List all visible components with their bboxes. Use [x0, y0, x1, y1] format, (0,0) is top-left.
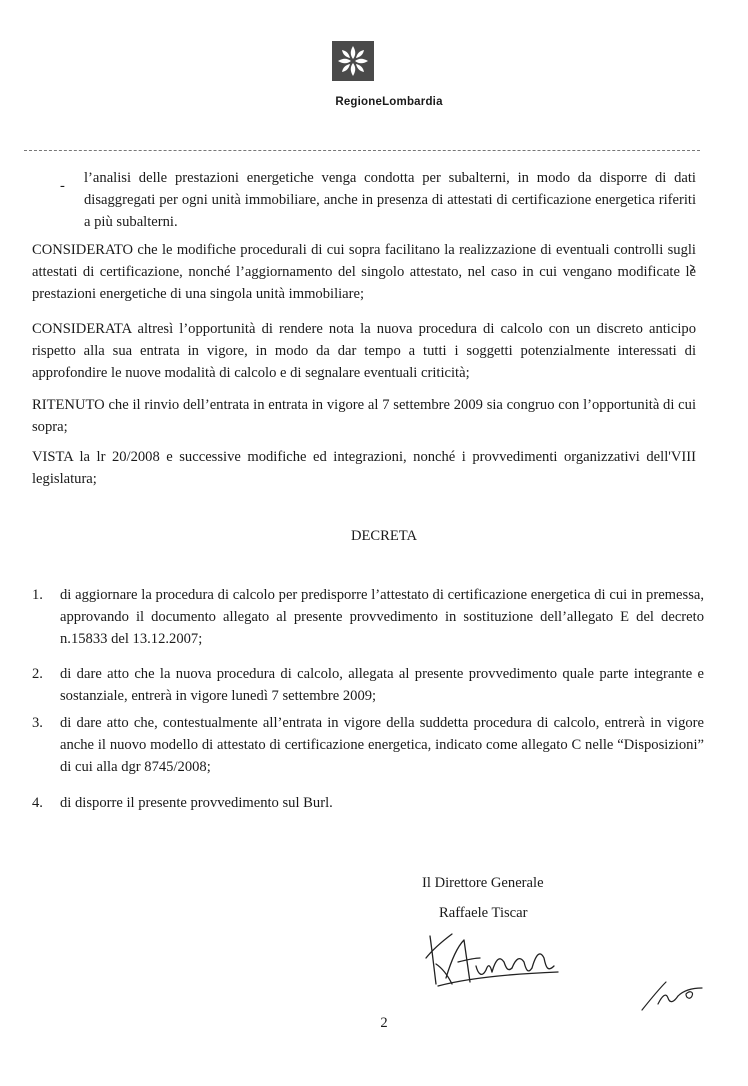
list-item-number: 2.: [32, 666, 43, 682]
list-item-number: 4.: [32, 795, 43, 811]
considerato-paragraph: CONSIDERATO che le modifiche procedurali di cui sopra facilitano la realizzazione di eventuali controlli sugli attestati di certificazione, nonché l’aggiornamento del singolo attestato, nel caso in cui vengano modificate le prestazioni energetiche di una singola unità immobiliare;: [32, 242, 696, 302]
organization-name: RegioneLombardia: [335, 96, 443, 108]
bullet-paragraph: l’analisi delle prestazioni energetiche venga condotta per subalterni, in modo da disporre di dati disaggregati per ogni unità immobiliare, anche in presenza di attestati di certificazione energetica riferiti a più subalterni.: [84, 170, 696, 230]
header-divider: [24, 150, 700, 151]
signatory-name: Raffaele Tiscar: [439, 905, 528, 921]
regione-lombardia-logo-icon: [330, 38, 376, 84]
list-item-text: di dare atto che la nuova procedura di calcolo, allegata al presente provvedimento quale parte integrante e sostanziale, entrerà in vigore lunedì 7 settembre 2009;: [60, 666, 704, 704]
list-item: [32, 584, 704, 650]
vista-paragraph: VISTA la lr 20/2008 e successive modifiche ed integrazioni, nonché i provvedimenti organizzativi dell'VIII legislatura;: [32, 449, 696, 487]
list-item: [32, 663, 704, 707]
decreta-heading: DECRETA: [350, 528, 418, 544]
list-item-text: di disporre il presente provvedimento sul Burl.: [60, 795, 333, 811]
bullet-marker: -: [60, 178, 65, 194]
ritenuto-paragraph: RITENUTO che il rinvio dell’entrata in entrata in vigore al 7 settembre 2009 sia congruo con l’opportunità di cui sopra;: [32, 397, 696, 435]
signatory-title: Il Direttore Generale: [422, 875, 544, 891]
handwritten-initials-icon: [636, 978, 706, 1014]
handwritten-signature-icon: [418, 928, 568, 990]
list-item-number: 1.: [32, 587, 43, 603]
considerata-paragraph: CONSIDERATA altresì l’opportunità di rendere nota la nuova procedura di calcolo con un discreto anticipo rispetto alla sua entrata in vigore, in modo da dar tempo a tutti i soggetti potenzialmente interessati di approfondire le nuove modalità di calcolo e di segnalare eventuali criticità;: [32, 321, 696, 381]
list-item-text: di aggiornare la procedura di calcolo per predisporre l’attestato di certificazione energetica di cui in premessa, approvando il documento allegato al presente provvedimento in sostituzione dell’allegato E del decreto n.15833 del 13.12.2007;: [60, 587, 704, 647]
list-item-text: di dare atto che, contestualmente all’entrata in vigore della suddetta procedura di calcolo, entrerà in vigore anche il nuovo modello di attestato di certificazione energetica, indicato come allegato C nelle “Disposizioni” di cui alla dgr 8745/2008;: [60, 715, 704, 775]
page-number: 2: [380, 1015, 388, 1031]
list-item: [32, 712, 704, 778]
list-item: [32, 792, 704, 814]
list-item-number: 3.: [32, 715, 43, 731]
